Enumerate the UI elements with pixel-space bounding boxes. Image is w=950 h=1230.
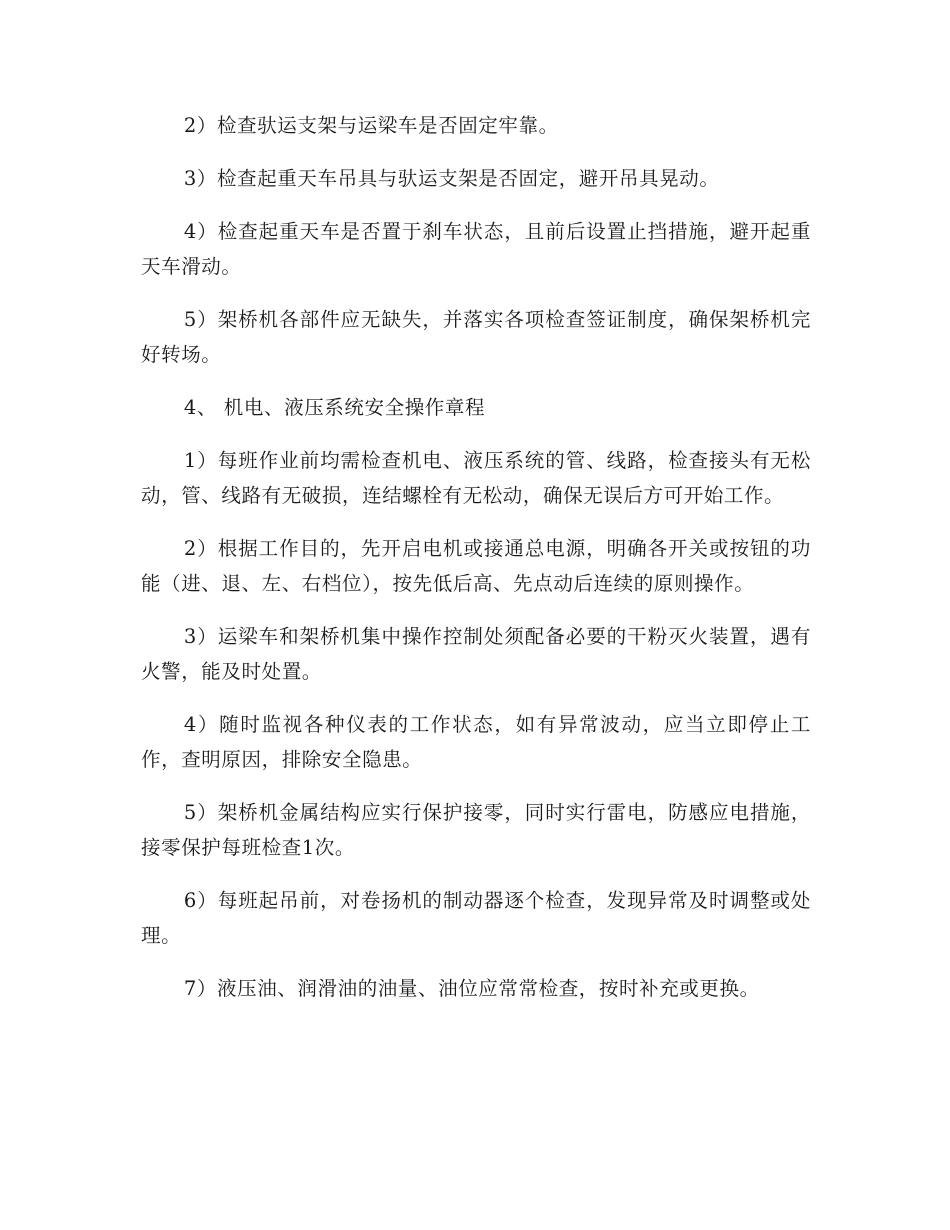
paragraph-4-monitor-instruments: 4）随时监视各种仪表的工作状态，如有异常波动，应当立即停止工作，查明原因，排除安全隐患。 — [141, 713, 811, 771]
paragraph-4-check-brake: 4）检查起重天车是否置于刹车状态，且前后设置止挡措施，避开起重天车滑动。 — [141, 220, 811, 278]
paragraph-1-pre-shift-check: 1）每班作业前均需检查机电、液压系统的管、线路，检查接头有无松动，管、线路有无破损，连结螺栓有无松动，确保无误后方可开始工作。 — [141, 449, 811, 507]
paragraph-3-fire-extinguisher: 3）运梁车和架桥机集中操作控制处须配备必要的干粉灭火装置，遇有火警，能及时处置。 — [141, 625, 811, 683]
paragraph-3-check-spreader: 3）检查起重天车吊具与驮运支架是否固定，避开吊具晃动。 — [183, 167, 720, 190]
paragraph-5-components: 5）架桥机各部件应无缺失，并落实各项检查签证制度，确保架桥机完好转场。 — [141, 308, 811, 366]
paragraph-2-check-support: 2）检查驮运支架与运梁车是否固定牢靠。 — [183, 114, 559, 137]
section-heading-electromechanical: 4、 机电、液压系统安全操作章程 — [183, 396, 486, 419]
paragraph-7-oil-level: 7）液压油、润滑油的油量、油位应常常检查，按时补充或更换。 — [183, 977, 760, 1000]
paragraph-5-grounding: 5）架桥机金属结构应实行保护接零，同时实行雷电，防感应电措施，接零保护每班检查1次。 — [141, 801, 811, 859]
paragraph-2-start-procedure: 2）根据工作目的，先开启电机或接通总电源，明确各开关或按钮的功能（进、退、左、右档位），按先低后高、先点动后连续的原则操作。 — [141, 537, 811, 595]
document-body — [141, 108, 811, 1024]
paragraph-6-winch-brake: 6）每班起吊前，对卷扬机的制动器逐个检查，发现异常及时调整或处理。 — [141, 889, 811, 947]
